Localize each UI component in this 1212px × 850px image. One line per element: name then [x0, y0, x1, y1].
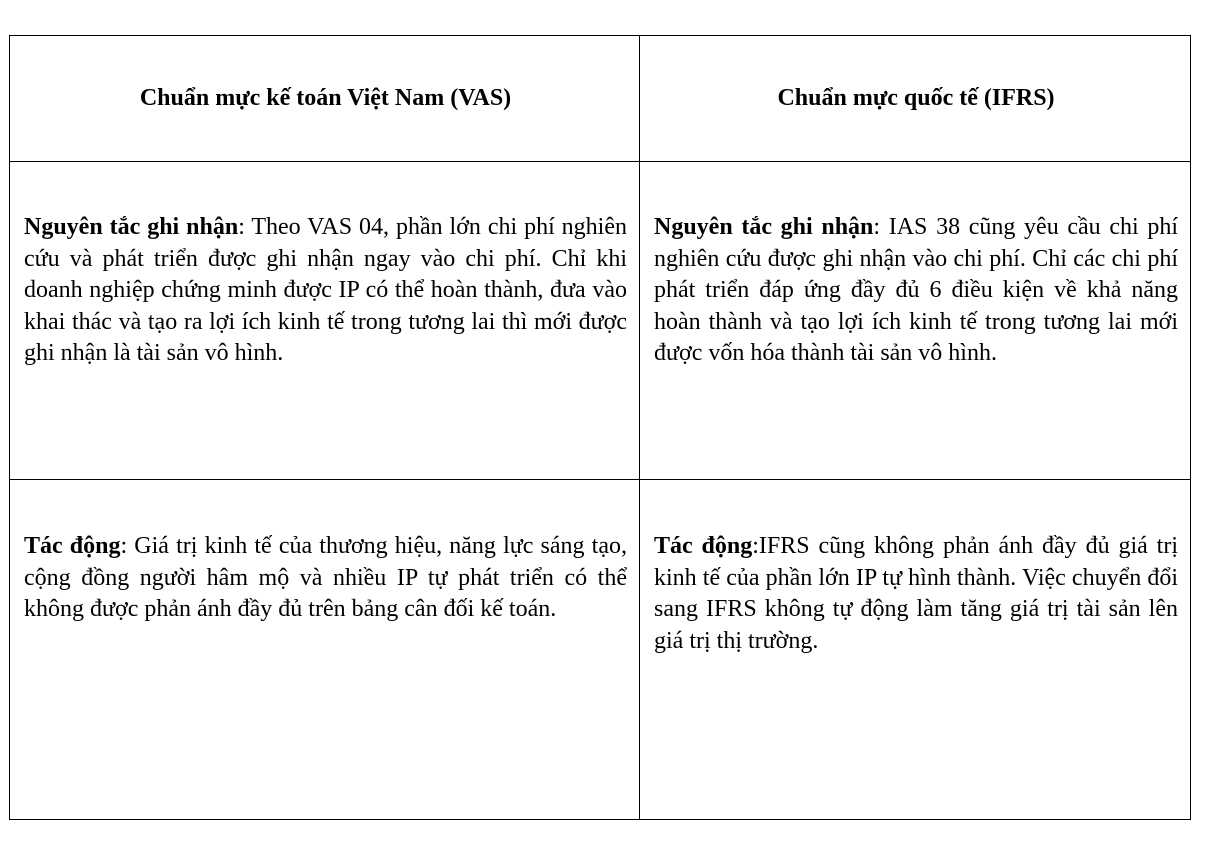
cell-vas-impact — [10, 480, 640, 820]
term-label: Nguyên tắc ghi nhận — [654, 214, 874, 240]
cell-body-text: : IAS 38 cũng yêu cầu chi phí nghiên cứu được ghi nhận vào chi phí. Chỉ các chi phí phát triển đáp ứng đầy đủ 6 điều kiện về khả năng hoàn thành và tạo lợi ích kinh tế trong tương lai mới được vốn hóa thành tài sản vô hình. — [654, 214, 1178, 366]
term-label: Nguyên tắc ghi nhận — [24, 214, 239, 240]
cell-body-text: : Giá trị kinh tế của thương hiệu, năng lực sáng tạo, cộng đồng người hâm mộ và nhiều IP tự phát triển có thể không được phản ánh đầy đủ trên bảng cân đối kế toán. — [24, 533, 627, 622]
cell-body-text: : Theo VAS 04, phần lớn chi phí nghiên cứu và phát triển được ghi nhận ngay vào chi phí. Chỉ khi doanh nghiệp chứng minh được IP có thể hoàn thành, đưa vào khai thác và tạo ra lợi ích kinh tế trong tương lai thì mới được ghi nhận là tài sản vô hình. — [24, 214, 627, 366]
cell-body-text: :IFRS cũng không phản ánh đầy đủ giá trị kinh tế của phần lớn IP tự hình thành. Việc chuyển đổi sang IFRS không tự động làm tăng giá trị tài sản lên giá trị thị trường. — [654, 533, 1178, 654]
table-row-impact — [10, 480, 1191, 820]
comparison-table — [9, 35, 1191, 820]
table-row-recognition — [10, 162, 1191, 480]
term-label: Tác động — [24, 533, 121, 559]
header-ifrs: Chuẩn mực quốc tế (IFRS) — [640, 36, 1191, 162]
cell-ifrs-recognition — [640, 162, 1191, 480]
cell-vas-recognition — [10, 162, 640, 480]
table-header-row — [10, 36, 1191, 162]
term-label: Tác động — [654, 533, 753, 559]
cell-ifrs-impact — [640, 480, 1191, 820]
header-vas: Chuẩn mực kế toán Việt Nam (VAS) — [10, 36, 640, 162]
